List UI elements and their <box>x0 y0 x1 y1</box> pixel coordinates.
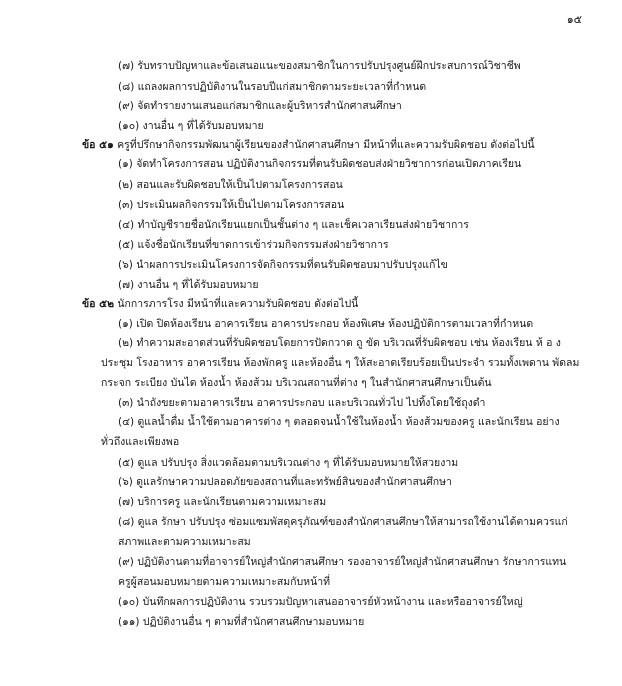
list-item: (๒) ทำความสะอาดส่วนที่รับผิดชอบโดยการปัดกวาด ถู ขัด บริเวณที่รับผิดชอบ เช่น ห้องเรียน ห้ อ ง <box>118 337 561 349</box>
section-heading-52 <box>82 297 358 311</box>
list-item: (๙) จัดทำรายงานเสนอแก่สมาชิกและผู้บริหารสำนักศาสนศึกษา <box>118 100 402 112</box>
list-item: (๗) รับทราบปัญหาและข้อเสนอแนะของสมาชิกในการปรับปรุงศูนย์ฝึกประสบการณ์วิชาชีพ <box>118 60 521 72</box>
list-item-continuation: สภาพและตามความเหมาะสม <box>118 536 251 548</box>
list-item: (๓) นำถังขยะตามอาคารเรียน อาคารประกอบ และบริเวณทั่วไป ไปทิ้งโดยใช้ถุงดำ <box>118 397 486 409</box>
list-item: (๑๐) บันทึกผลการปฏิบัติงาน รวบรวมปัญหาเสนออาจารย์หัวหน้างาน และหรืออาจารย์ใหญ่ <box>118 596 523 608</box>
list-item: (๙) ปฏิบัติงานตามที่อาจารย์ใหญ่สำนักศาสนศึกษา รองอาจารย์ใหญ่สำนักศาสนศึกษา รักษาการแทน <box>118 556 567 568</box>
section-label: ข้อ ๕๒ <box>82 298 115 310</box>
section-label: ข้อ ๕๑ <box>82 139 114 151</box>
list-item-continuation: กระจก ระเบียง บันได ห้องน้ำ ห้องส้วม บริเวณสถานที่ต่าง ๆ ในสำนักศาสนศึกษาเป็นต้น <box>101 377 492 389</box>
section-heading-51 <box>82 138 535 152</box>
page-number: ๑๕ <box>566 13 582 26</box>
list-item: (๑) เปิด ปิดห้องเรียน อาคารเรียน อาคารประกอบ ห้องพิเศษ ห้องปฏิบัติการตามเวลาที่กำหนด <box>118 318 534 330</box>
list-item: (๒) สอนและรับผิดชอบให้เป็นไปตามโครงการสอน <box>118 179 343 191</box>
list-item-continuation: ครูผู้สอนมอบหมายตามความเหมาะสมกับหน้าที่ <box>118 576 331 588</box>
list-item-continuation: ประชุม โรงอาหาร อาคารเรียน ห้องพักครู และห้องอื่น ๆ ให้สะอาดเรียบร้อยเป็นประจำ รวมทั้งเพดาน พัดลม <box>101 357 580 369</box>
list-item: (๖) ดูแลรักษาความปลอดภัยของสถานที่และทรัพย์สินของสำนักศาสนศึกษา <box>118 476 452 488</box>
list-item: (๕) ดูแล ปรับปรุง สิ่งแวดล้อมตามบริเวณต่าง ๆ ที่ได้รับมอบหมายให้สวยงาม <box>118 457 459 469</box>
section-text: นักการภารโรง มีหน้าที่และความรับผิดชอบ ดังต่อไปนี้ <box>117 298 359 310</box>
list-item: (๘) ดูแล รักษา ปรับปรุง ซ่อมแซมพัสดุครุภัณฑ์ของสำนักศาสนศึกษาให้สามารถใช้งานได้ตามควรแก่ <box>118 516 568 528</box>
list-item: (๖) นำผลการประเมินโครงการจัดกิจกรรมที่ตนรับผิดชอบมาปรับปรุงแก้ไข <box>118 259 448 271</box>
list-item: (๔) ทำบัญชีรายชื่อนักเรียนแยกเป็นชั้นต่าง ๆ และเช็คเวลาเรียนส่งฝ่ายวิชาการ <box>118 219 469 231</box>
list-item: (๗) งานอื่น ๆ ที่ได้รับมอบหมาย <box>118 279 259 291</box>
list-item: (๓) ประเมินผลกิจกรรมให้เป็นไปตามโครงการสอน <box>118 199 345 211</box>
list-item: (๗) บริการครู และนักเรียนตามความเหมาะสม <box>118 496 327 508</box>
list-item: (๔) ดูแลน้ำดื่ม น้ำใช้ตามอาคารต่าง ๆ ตลอดจนน้ำใช้ในห้องน้ำ ห้องส้วมของครู และนักเรียน อย่าง <box>118 416 560 428</box>
list-item: (๑๐) งานอื่น ๆ ที่ได้รับมอบหมาย <box>118 120 264 132</box>
list-item: (๑๑) ปฏิบัติงานอื่น ๆ ตามที่สำนักศาสนศึกษามอบหมาย <box>118 616 365 628</box>
list-item-continuation: ทั่วถึงและเพียงพอ <box>101 436 180 448</box>
section-text: ครูที่ปรึกษากิจกรรมพัฒนาผู้เรียนของสำนักศาสนศึกษา มีหน้าที่และความรับผิดชอบ ดังต่อไปนี้ <box>117 139 535 151</box>
list-item: (๕) แจ้งชื่อนักเรียนที่ขาดการเข้าร่วมกิจกรรมส่งฝ่ายวิชาการ <box>118 239 389 251</box>
list-item: (๘) แถลงผลการปฏิบัติงานในรอบปีแก่สมาชิกตามระยะเวลาที่กำหนด <box>118 81 427 93</box>
list-item: (๑) จัดทำโครงการสอน ปฏิบัติงานกิจกรรมที่ตนรับผิดชอบส่งฝ่ายวิชาการก่อนเปิดภาคเรียน <box>118 158 522 170</box>
